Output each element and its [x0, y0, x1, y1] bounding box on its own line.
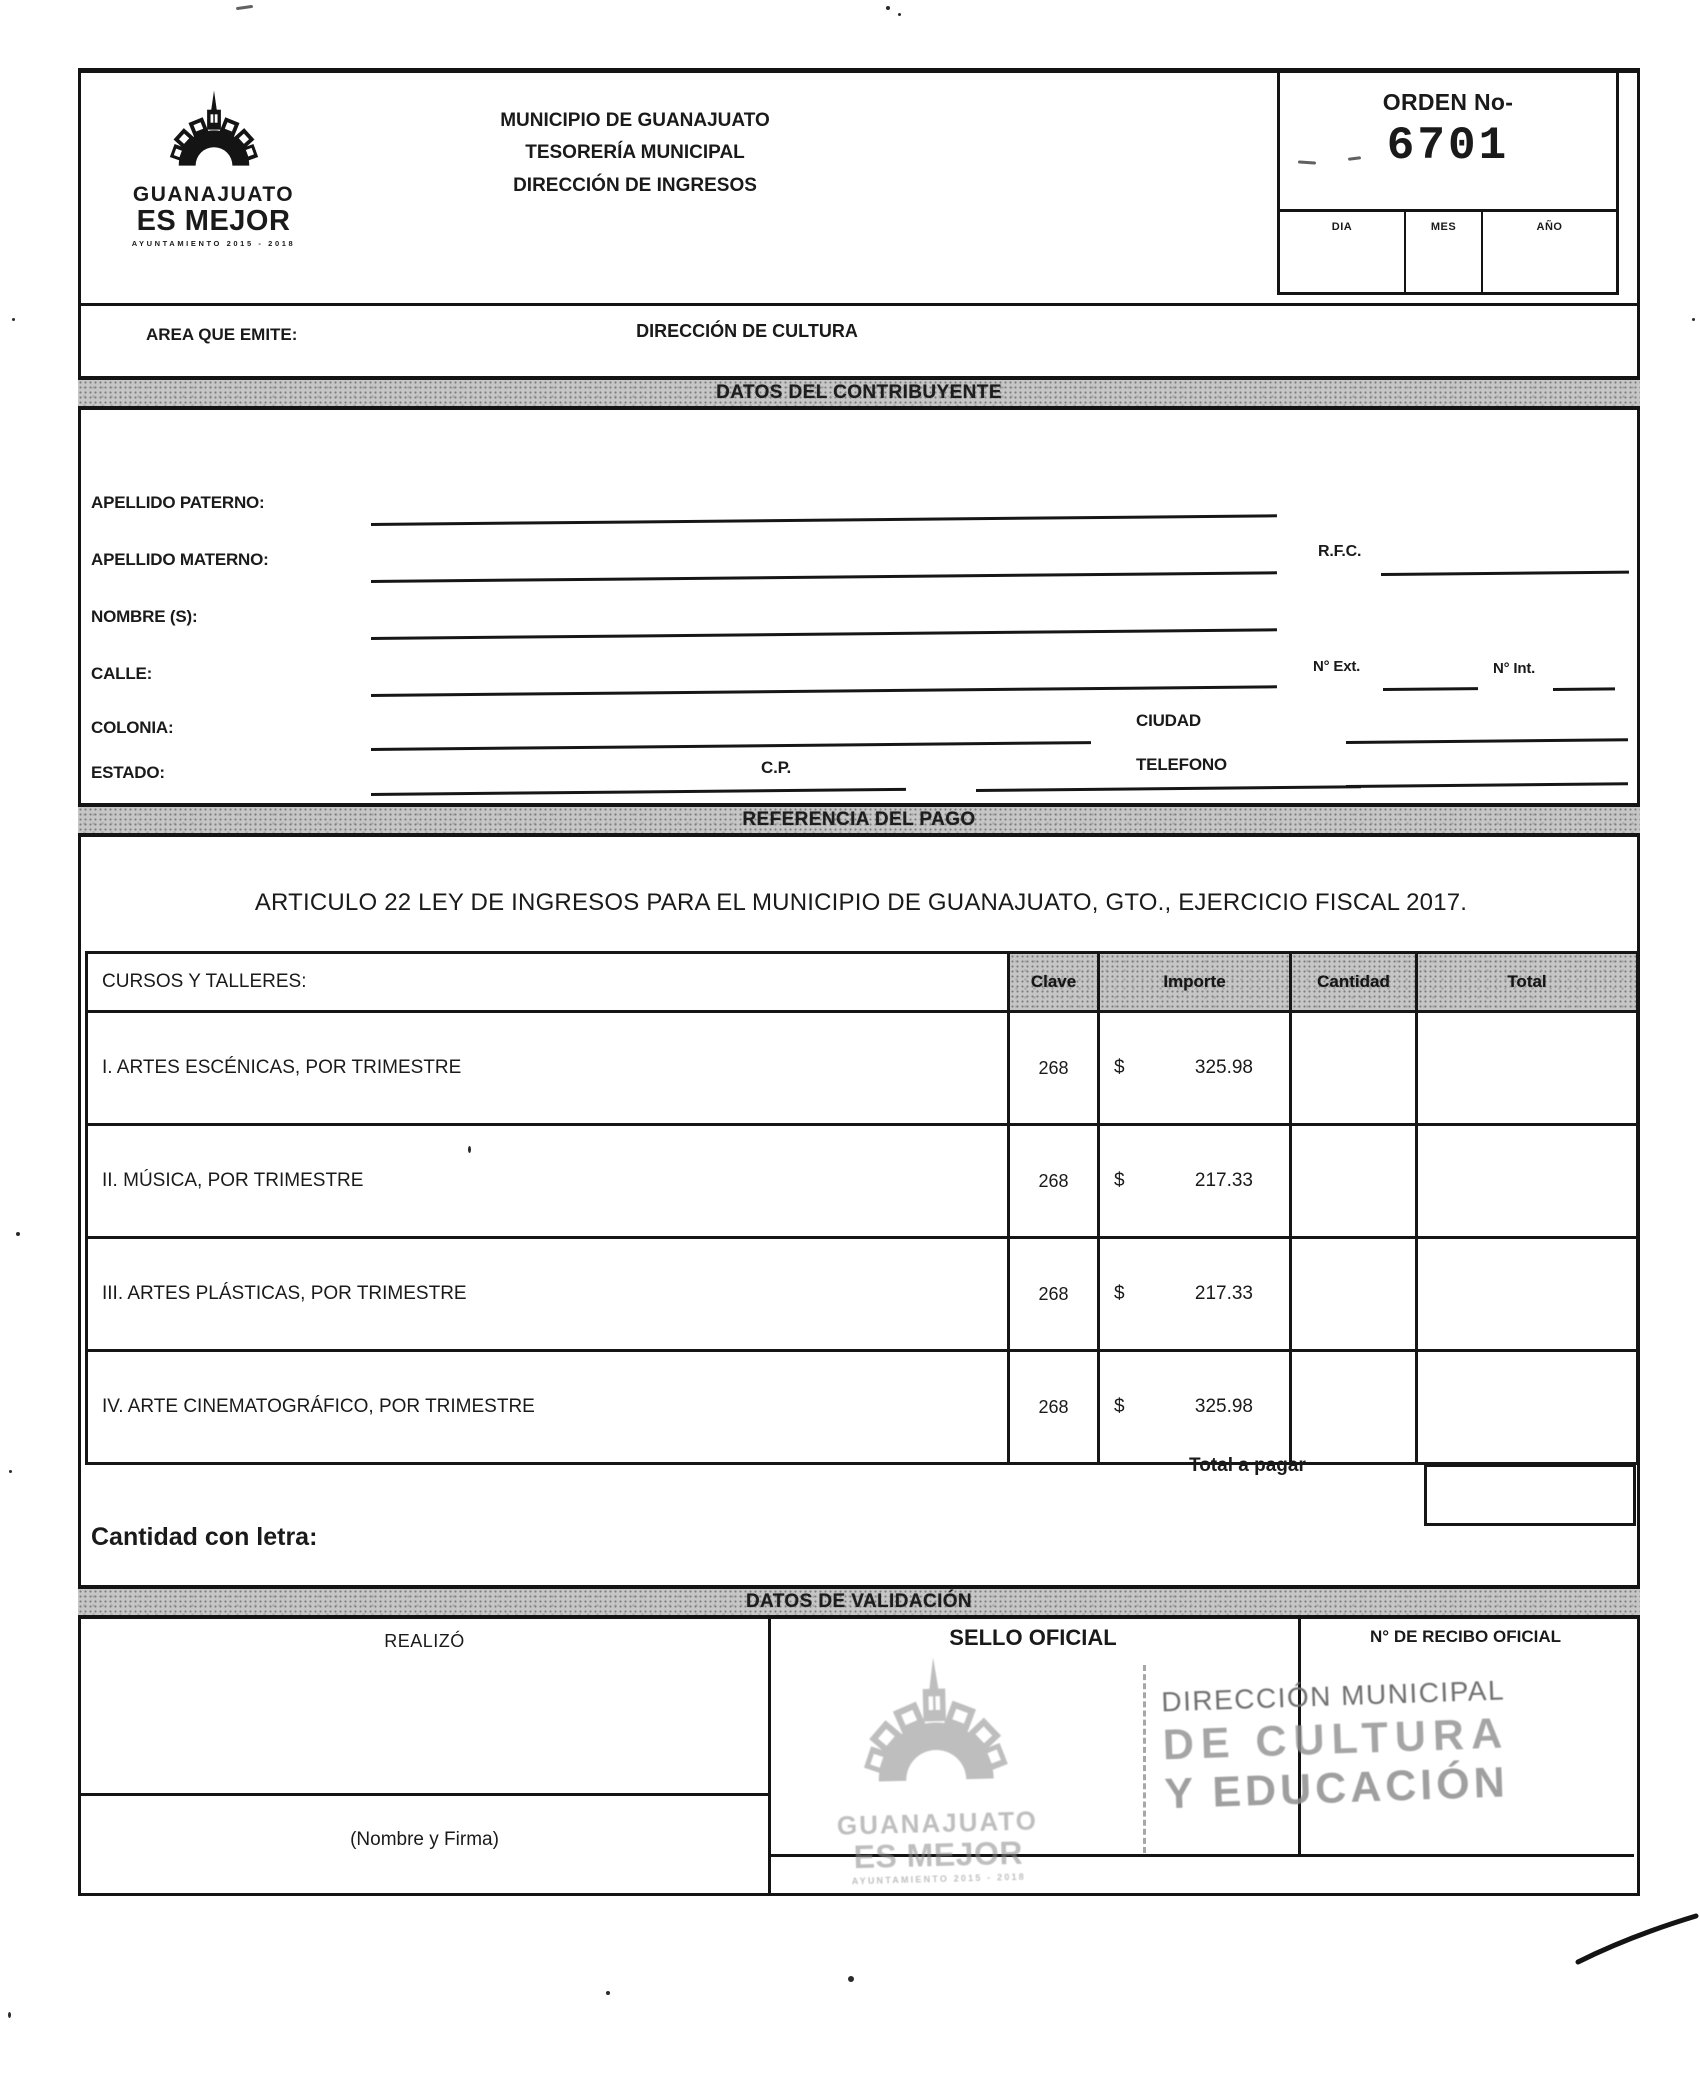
apellido-paterno-label: APELLIDO PATERNO: — [91, 493, 265, 512]
area-que-emite-value: DIRECCIÓN DE CULTURA — [636, 321, 858, 341]
table-row-total — [1415, 1010, 1636, 1123]
table-row-concepto: II. MÚSICA, POR TRIMESTRE — [88, 1123, 1007, 1236]
stamp-divider-line — [1143, 1665, 1146, 1853]
colonia-line — [371, 741, 1091, 751]
logo-title: GUANAJUATO — [132, 183, 295, 206]
table-row-concepto: IV. ARTE CINEMATOGRÁFICO, POR TRIMESTRE — [88, 1349, 1007, 1462]
table-row-clave: 268 — [1007, 1349, 1097, 1462]
area-que-emite-label: AREA QUE EMITE: — [146, 325, 298, 344]
validation-divider-left — [768, 1619, 771, 1893]
date-cell-ano: AÑO — [1536, 221, 1563, 233]
section-bar-datos-validacion: DATOS DE VALIDACIÓN — [78, 1585, 1640, 1619]
scan-artifact — [9, 1470, 12, 1473]
table-row-total — [1415, 1349, 1636, 1462]
orden-label: ORDEN No- — [1382, 89, 1514, 115]
pen-swoosh-mark — [1572, 1910, 1700, 1968]
municipality-logo — [111, 89, 316, 248]
stamp-line3: Y EDUCACIÓN — [1163, 1758, 1510, 1819]
scan-artifact — [606, 1991, 610, 1995]
scan-artifact — [848, 1976, 854, 1982]
stamp-logo-subtitle: ES MEJOR — [853, 1834, 1024, 1876]
stamp-logo-caption: AYUNTAMIENTO 2015 - 2018 — [851, 1871, 1027, 1887]
table-header-clave: Clave — [1007, 954, 1097, 1010]
cantidad-con-letra-label: Cantidad con letra: — [91, 1523, 318, 1551]
date-cell-dia: DIA — [1280, 212, 1406, 292]
scan-artifact — [16, 1232, 20, 1236]
logo-caption: AYUNTAMIENTO 2015 - 2018 — [131, 239, 296, 248]
currency-symbol: $ — [1114, 1057, 1125, 1078]
title-municipio: MUNICIPIO DE GUANAJUATO — [500, 110, 770, 131]
cursos-table — [85, 951, 1639, 1465]
sello-oficial-label: SELLO OFICIAL — [949, 1625, 1117, 1650]
recibo-oficial-label: N° DE RECIBO OFICIAL — [1370, 1627, 1561, 1646]
num-int-label: N° Int. — [1493, 660, 1536, 677]
importe-value: 325.98 — [1194, 1396, 1253, 1417]
apellido-materno-label: APELLIDO MATERNO: — [91, 550, 269, 569]
scan-artifact — [8, 2012, 11, 2018]
calle-label: CALLE: — [91, 664, 153, 683]
section-bar-datos-contribuyente: DATOS DEL CONTRIBUYENTE — [78, 376, 1640, 410]
table-row-clave: 268 — [1007, 1236, 1097, 1349]
title-direccion: DIRECCIÓN DE INGRESOS — [513, 174, 757, 196]
realizo-signature-line — [81, 1793, 768, 1796]
date-cell-mes: MES — [1406, 212, 1483, 292]
estado-label: ESTADO: — [91, 763, 165, 782]
colonia-label: COLONIA: — [91, 718, 174, 737]
title-tesoreria: TESORERÍA MUNICIPAL — [525, 142, 745, 164]
num-ext-line — [1383, 687, 1478, 691]
cp-label: C.P. — [761, 758, 792, 777]
realizo-label: REALIZÓ — [384, 1631, 465, 1651]
table-header-cantidad: Cantidad — [1289, 954, 1415, 1010]
apellido-paterno-line — [371, 514, 1277, 526]
articulo-text: ARTICULO 22 LEY DE INGRESOS PARA EL MUNICIPIO DE GUANAJUATO, GTO., EJERCICIO FISCAL 2017. — [254, 889, 1468, 916]
scan-artifact — [886, 6, 890, 10]
calle-line — [371, 685, 1277, 697]
logo-subtitle: ES MEJOR — [136, 205, 291, 237]
orden-number: 6701 — [1386, 120, 1510, 172]
form-border — [78, 68, 1640, 1896]
table-row-cantidad — [1289, 1349, 1415, 1462]
stamp-logo — [778, 1651, 1094, 1888]
scan-artifact — [236, 5, 253, 10]
importe-value: 217.33 — [1194, 1170, 1253, 1191]
document-titles — [375, 105, 895, 202]
apellido-materno-line — [371, 571, 1277, 583]
table-row-importe — [1097, 1349, 1289, 1462]
table-row-concepto: I. ARTES ESCÉNICAS, POR TRIMESTRE — [88, 1010, 1007, 1123]
table-row-importe — [1097, 1010, 1289, 1123]
table-row-concepto: III. ARTES PLÁSTICAS, POR TRIMESTRE — [88, 1236, 1007, 1349]
table-row-clave: 268 — [1007, 1123, 1097, 1236]
estado-line — [371, 788, 906, 796]
telefono-line — [1346, 782, 1628, 788]
table-row-clave: 268 — [1007, 1010, 1097, 1123]
stamp-line1: DIRECCIÓN MUNICIPAL — [1160, 1674, 1506, 1718]
importe-value: 217.33 — [1194, 1283, 1253, 1304]
table-row-cantidad — [1289, 1010, 1415, 1123]
table-header-importe: Importe — [1097, 954, 1289, 1010]
table-row-cantidad — [1289, 1123, 1415, 1236]
scan-artifact — [12, 318, 15, 321]
currency-symbol: $ — [1114, 1170, 1125, 1191]
guanajuato-crest-icon — [111, 89, 316, 181]
stamp-logo-title: GUANAJUATO — [836, 1805, 1039, 1841]
rfc-label: R.F.C. — [1318, 543, 1362, 560]
num-ext-label: N° Ext. — [1313, 658, 1361, 675]
orden-date-row — [1280, 209, 1616, 292]
nombres-label: NOMBRE (S): — [91, 607, 198, 626]
nombres-line — [371, 628, 1277, 640]
cp-line — [976, 785, 1361, 792]
rfc-line — [1381, 571, 1629, 576]
num-int-line — [1553, 687, 1615, 691]
table-row-total — [1415, 1123, 1636, 1236]
orden-box — [1277, 73, 1619, 295]
table-header-cursos: CURSOS Y TALLERES: — [102, 971, 307, 992]
table-row-importe — [1097, 1123, 1289, 1236]
total-a-pagar-label: Total a pagar — [1189, 1455, 1306, 1476]
scan-artifact — [898, 13, 901, 16]
total-a-pagar-box — [1424, 1464, 1636, 1526]
table-row-cantidad — [1289, 1236, 1415, 1349]
ciudad-label: CIUDAD — [1136, 711, 1201, 730]
stamp-line2: DE CULTURA — [1162, 1709, 1510, 1770]
telefono-label: TELEFONO — [1136, 755, 1227, 774]
table-row-total — [1415, 1236, 1636, 1349]
header-divider — [78, 303, 1640, 306]
section-bar-referencia-pago: REFERENCIA DEL PAGO — [78, 803, 1640, 837]
scan-artifact — [468, 1146, 471, 1153]
table-header-total: Total — [1415, 954, 1636, 1010]
currency-symbol: $ — [1114, 1396, 1125, 1417]
importe-value: 325.98 — [1194, 1057, 1253, 1078]
nombre-firma-label: (Nombre y Firma) — [350, 1829, 499, 1850]
stamp-text — [1161, 1671, 1645, 1819]
ciudad-line — [1346, 738, 1628, 744]
table-row-importe — [1097, 1236, 1289, 1349]
currency-symbol: $ — [1114, 1283, 1125, 1304]
scan-artifact — [1692, 318, 1695, 321]
